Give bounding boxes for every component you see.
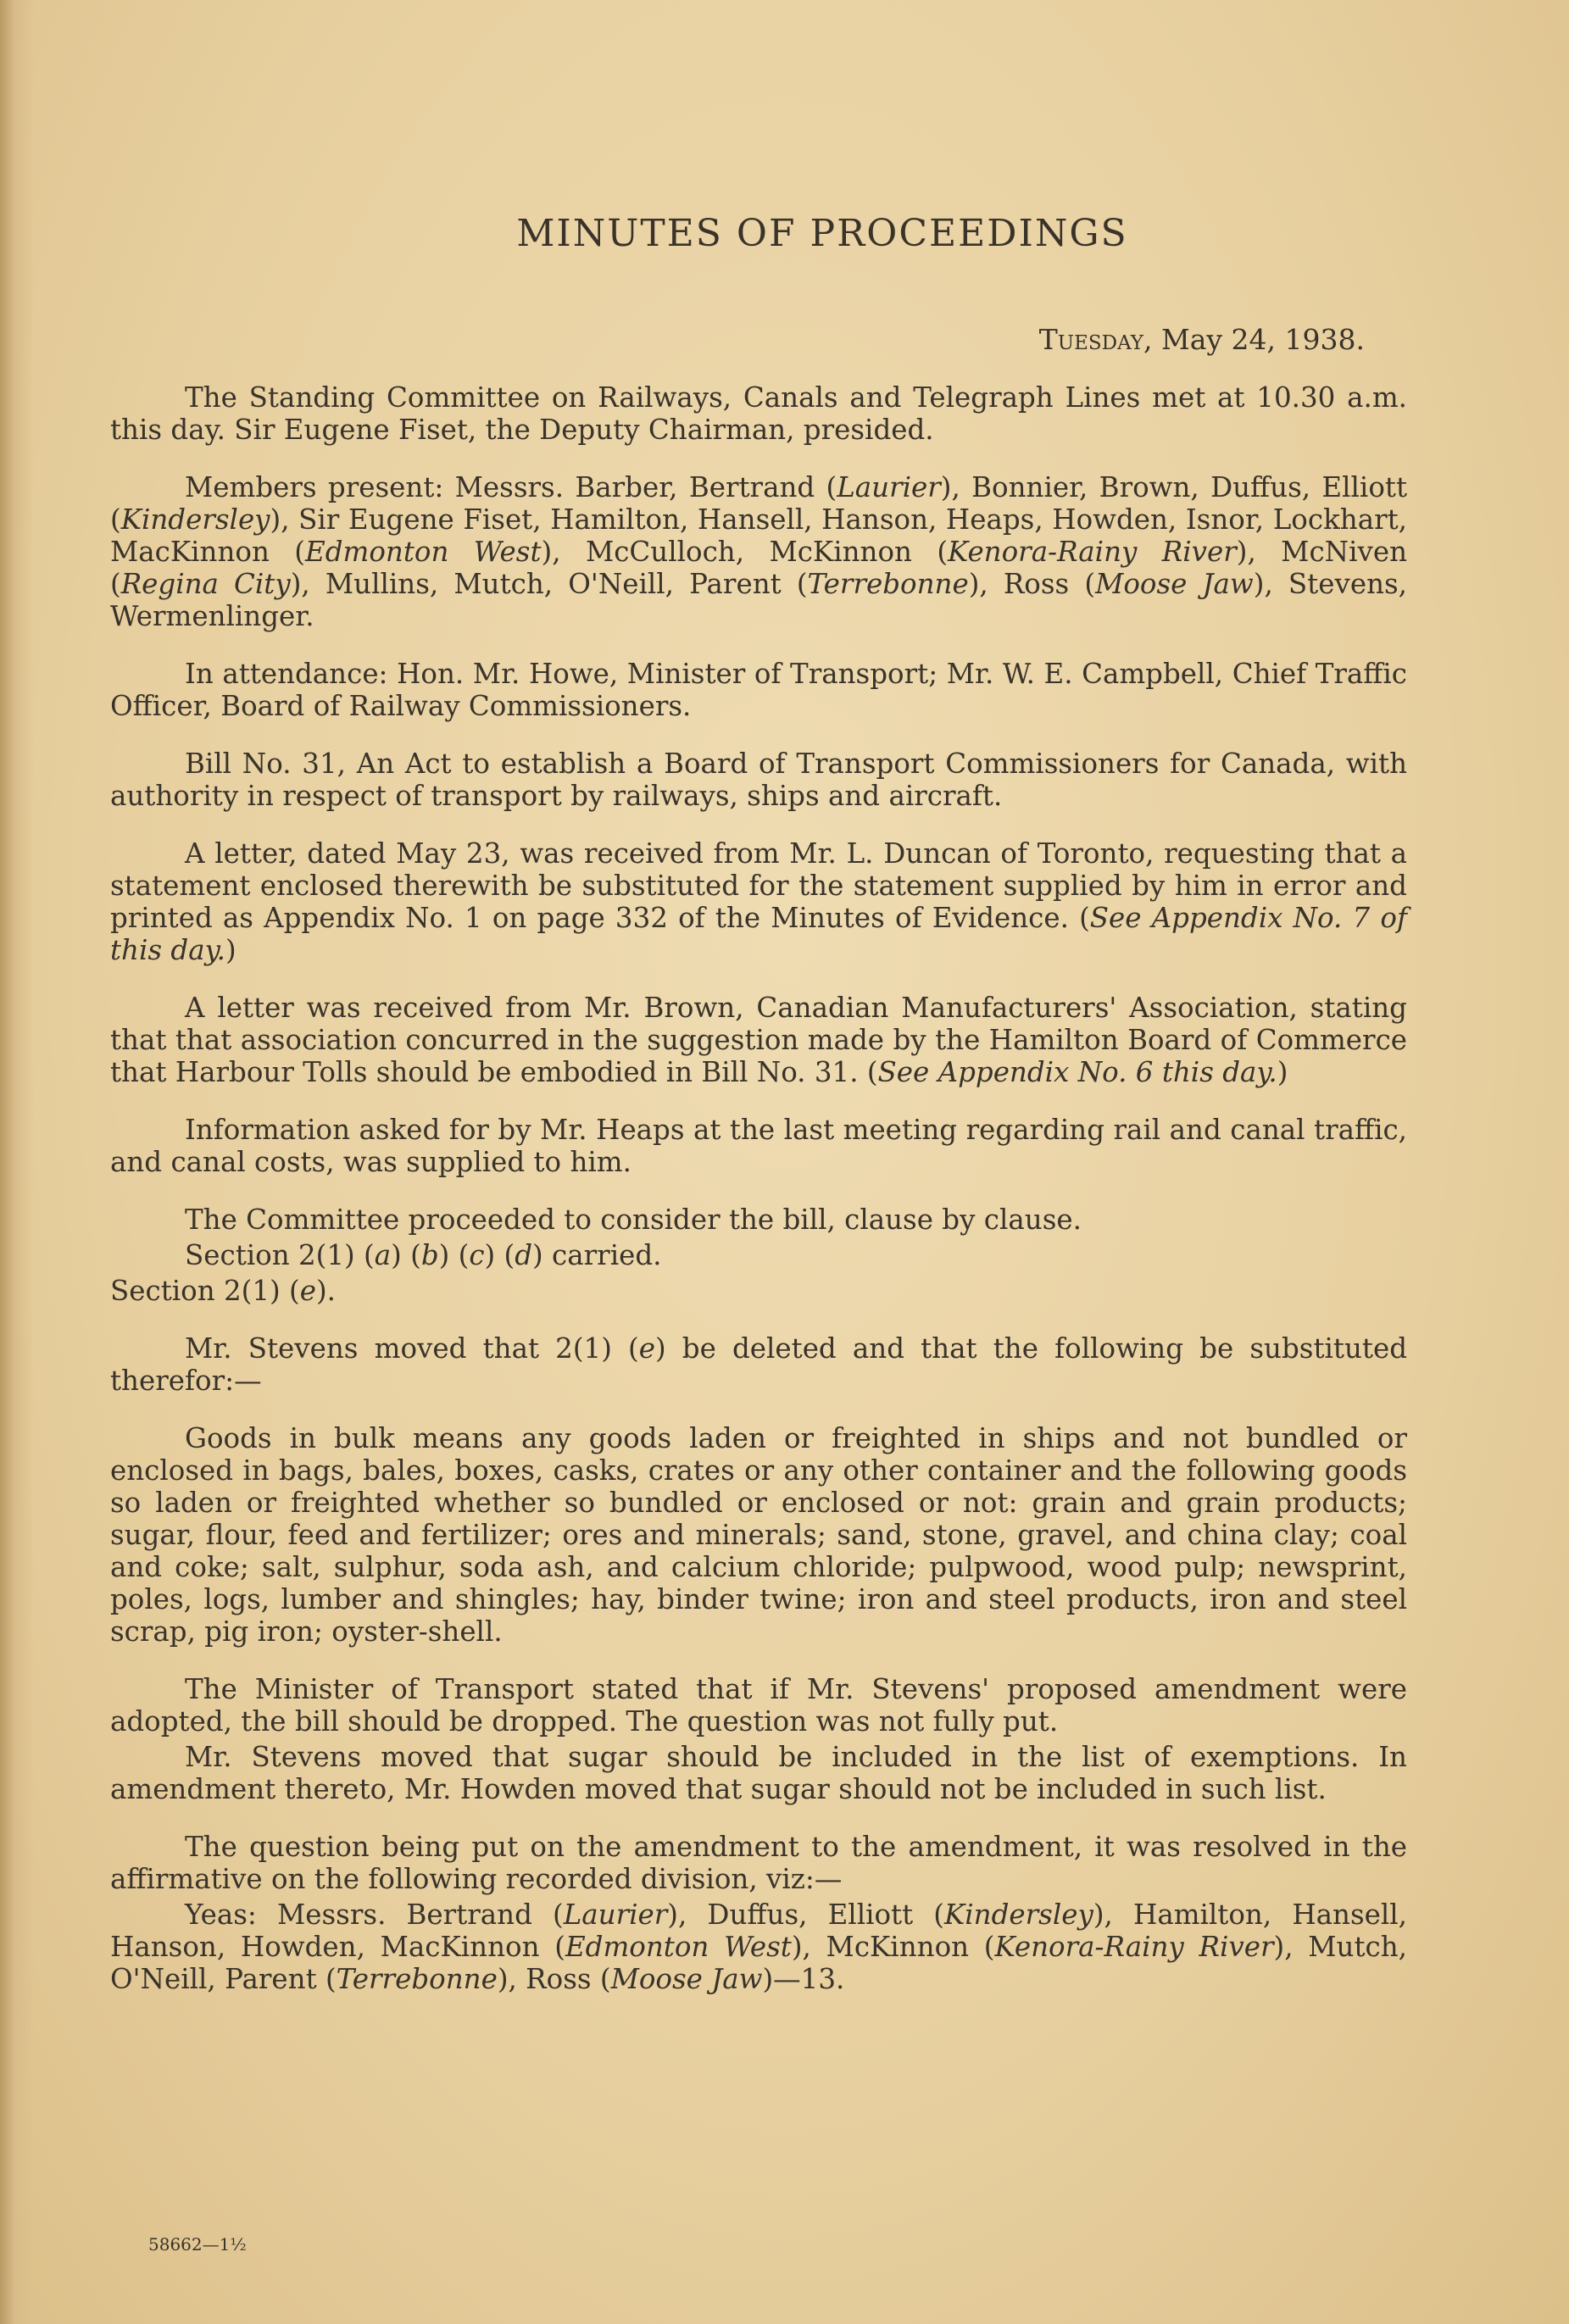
paragraph-clause-by-clause: The Committee proceeded to consider the bill, clause by clause. bbox=[185, 1204, 1082, 1236]
paragraph-section-carried bbox=[110, 1239, 1407, 1271]
text-run: ) ( bbox=[484, 1239, 515, 1271]
text-run: Mr. Stevens moved that 2(1) ( bbox=[185, 1332, 639, 1365]
paragraph-sugar-motion: Mr. Stevens moved that sugar should be included in the list of exemptions. In amendment thereto, Mr. Howden moved that sugar should not be included in such list. bbox=[110, 1741, 1407, 1805]
italic-run: b bbox=[420, 1239, 439, 1271]
text-run: Yeas: Messrs. Bertrand ( bbox=[185, 1899, 564, 1931]
text-run: ) be deleted and that the following be substituted therefor:— bbox=[110, 1332, 1407, 1397]
text-run: )—13. bbox=[762, 1963, 845, 1995]
text-run: Section 2(1) ( bbox=[110, 1275, 300, 1307]
page-title: MINUTES OF PROCEEDINGS bbox=[516, 212, 1128, 255]
text-run: ), Bonnier, Brown, Duffus, Elliott ( bbox=[110, 471, 1408, 536]
paragraph-in-attendance: In attendance: Hon. Mr. Howe, Minister of Transport; Mr. W. E. Campbell, Chief Traffic Officer, Board of Railway Commissioners. bbox=[110, 658, 1407, 722]
paragraph-bill-title: Bill No. 31, An Act to establish a Board of Transport Commissioners for Canada, with authority in respect of transport by railways, ships and aircraft. bbox=[110, 748, 1407, 812]
text-run: A letter was received from Mr. Brown, Canadian Manufacturers' Association, stating that that association concurred in the suggestion made by the Hamilton Board of Commerce that Harbour Tolls should be embodied in Bill No. 31. ( bbox=[110, 992, 1407, 1088]
text-run: ), Hamilton, Hansell, Hanson, Howden, MacKinnon ( bbox=[110, 1899, 1407, 1963]
italic-run: Terrebonne bbox=[336, 1963, 498, 1995]
text-run: ) ( bbox=[391, 1239, 421, 1271]
text-run: ), Duffus, Elliott ( bbox=[667, 1899, 944, 1931]
italic-run: c bbox=[469, 1239, 485, 1271]
text-run: ), Sir Eugene Fiset, Hamilton, Hansell, Hanson, Heaps, Howden, Isnor, Lockhart, MacKinnon ( bbox=[110, 503, 1407, 568]
italic-run: Terrebonne bbox=[807, 568, 969, 600]
text-run: Members present: Messrs. Barber, Bertrand ( bbox=[185, 471, 837, 503]
text-run: ), McKinnon ( bbox=[791, 1931, 995, 1963]
text-run: ) ( bbox=[438, 1239, 470, 1271]
text-run: ) carried. bbox=[532, 1239, 662, 1271]
text-run: A letter, dated May 23, was received from Mr. L. Duncan of Toronto, requesting that a statement enclosed therewith be substituted for the statement supplied by him in error and printed as Appendix No. 1 on page 332 of the Minutes of Evidence. ( bbox=[110, 837, 1407, 934]
print-code: 58662—1½ bbox=[148, 2234, 247, 2255]
text-run: ), Stevens, Wermenlinger. bbox=[110, 568, 1408, 632]
italic-run: Kindersley bbox=[943, 1899, 1093, 1931]
italic-run: Kenora-Rainy River bbox=[994, 1931, 1274, 1963]
italic-run: e bbox=[638, 1332, 655, 1365]
italic-run: See Appendix No. 7 of this day. bbox=[110, 902, 1407, 966]
date-rest: , May 24, 1938. bbox=[1143, 323, 1365, 356]
text-run: ), Mullins, Mutch, O'Neill, Parent ( bbox=[290, 568, 808, 600]
italic-run: Moose Jaw bbox=[1095, 568, 1254, 600]
paragraph-members-present bbox=[110, 471, 1407, 632]
text-run: ), Ross ( bbox=[497, 1963, 611, 1995]
text-run: ), McNiven ( bbox=[110, 536, 1408, 600]
text-run: ) bbox=[1277, 1056, 1288, 1088]
paragraph-minister-statement: The Minister of Transport stated that if Mr. Stevens' proposed amendment were adopted, the bill should be dropped. The question was not fully put. bbox=[110, 1673, 1407, 1737]
paragraph-stevens-motion bbox=[110, 1332, 1407, 1397]
italic-run: Kindersley bbox=[120, 503, 270, 536]
italic-run: Regina City bbox=[120, 568, 291, 600]
italic-run: Kenora-Rainy River bbox=[948, 536, 1237, 568]
italic-run: Laurier bbox=[563, 1899, 668, 1931]
date-day: Tuesday bbox=[1038, 323, 1143, 356]
paragraph-question-put: The question being put on the amendment to the amendment, it was resolved in the affirmative on the following recorded division, viz:— bbox=[110, 1831, 1407, 1895]
text-run: ), Ross ( bbox=[968, 568, 1096, 600]
italic-run: Moose Jaw bbox=[610, 1963, 763, 1995]
italic-run: d bbox=[515, 1239, 533, 1271]
text-run: ), Mutch, O'Neill, Parent ( bbox=[110, 1931, 1408, 1995]
document-page bbox=[110, 195, 1407, 2263]
text-run: ) bbox=[225, 934, 236, 966]
paragraph-goods-in-bulk: Goods in bulk means any goods laden or freighted in ships and not bundled or enclosed in bags, bales, boxes, casks, crates or any other container and the following goods so laden or freighted whether so bundled or enclosed or not: grain and grain products; sugar, flour, feed and fertilizer; ores and minerals; sand, stone, gravel, and china clay; coal and coke; salt, sulphur, soda ash, and calcium chloride; pulpwood, wood pulp; newsprint, poles, logs, lumber and shingles; hay, binder twine; iron and steel products, iron and steel scrap, pig iron; oyster-shell. bbox=[110, 1422, 1407, 1648]
paragraph-yeas bbox=[110, 1899, 1407, 1995]
italic-run: Laurier bbox=[837, 471, 941, 503]
paragraph-heaps-information: Information asked for by Mr. Heaps at the last meeting regarding rail and canal traffic, and canal costs, was supplied to him. bbox=[110, 1114, 1407, 1178]
paragraph-section-e bbox=[110, 1275, 1407, 1307]
italic-run: e bbox=[299, 1275, 316, 1307]
meeting-date bbox=[110, 323, 1365, 356]
paragraph-duncan-letter bbox=[110, 837, 1407, 966]
italic-run: a bbox=[374, 1239, 392, 1271]
paragraph-meeting-opened: The Standing Committee on Railways, Canals and Telegraph Lines met at 10.30 a.m. this day. Sir Eugene Fiset, the Deputy Chairman, presided. bbox=[110, 381, 1407, 446]
italic-run: Edmonton West bbox=[304, 536, 542, 568]
text-run: ). bbox=[315, 1275, 336, 1307]
binding-edge bbox=[0, 0, 34, 2324]
text-run: Section 2(1) ( bbox=[185, 1239, 375, 1271]
italic-run: Edmonton West bbox=[565, 1931, 792, 1963]
italic-run: See Appendix No. 6 this day. bbox=[877, 1056, 1277, 1088]
text-run: ), McCulloch, McKinnon ( bbox=[541, 536, 949, 568]
paragraph-brown-letter bbox=[110, 992, 1407, 1088]
